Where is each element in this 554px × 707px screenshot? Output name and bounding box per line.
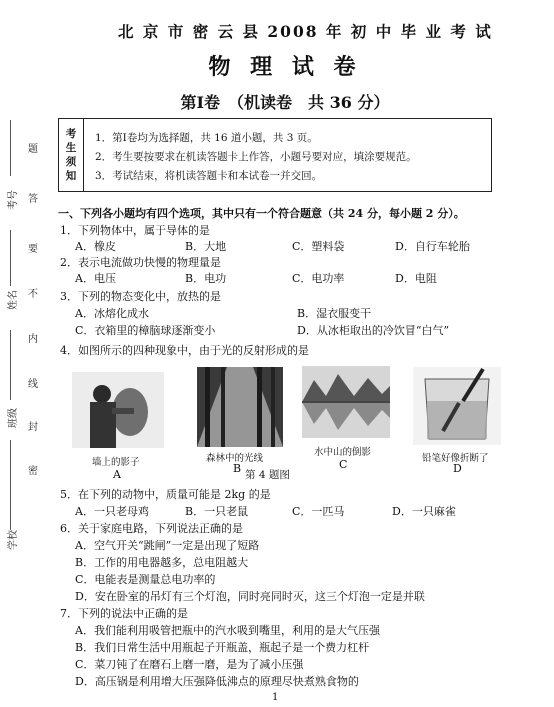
figure-caption: 铅笔好像折断了 xyxy=(422,453,489,464)
figure-caption: 森林中的光线 xyxy=(206,453,264,464)
name-line xyxy=(10,230,11,286)
option: D．从冰柜取出的冷饮冒“白气” xyxy=(297,324,450,337)
option: D．高压锅是利用增大压强降低沸点的原理尽快煮熟食物的 xyxy=(75,675,359,688)
notice-label-text: 考生须知 xyxy=(65,128,77,182)
binding-char: 答 xyxy=(28,194,38,205)
option: B．工作的用电器越多，总电阻越大 xyxy=(75,556,249,569)
notice-box xyxy=(58,118,492,192)
question-stem: 5．在下列的动物中，质量可能是 2kg 的是 xyxy=(60,488,271,501)
figure-letter: A xyxy=(113,468,121,481)
school-label: 学校 xyxy=(8,530,19,550)
figure-d-image xyxy=(413,367,501,445)
option: B．湿衣服变干 xyxy=(297,307,372,320)
notice-item: 2．考生要按要求在机读答题卡上作答，小题号要对应，填涂要规范。 xyxy=(95,151,417,163)
page-number: 1 xyxy=(272,692,279,703)
option: B．一只老鼠 xyxy=(185,505,249,518)
binding-char: 内 xyxy=(28,334,38,345)
class-line xyxy=(10,330,11,400)
option: C．菜刀钝了在磨石上磨一磨，是为了减小压强 xyxy=(75,658,304,671)
option: D．自行车轮胎 xyxy=(395,240,470,253)
section-heading: 一、下列各小题均有四个选项，其中只有一个符合题意（共 24 分，每小题 2 分）。 xyxy=(58,207,465,220)
figure-caption: 墙上的影子 xyxy=(92,457,140,468)
question-stem: 7．下列的说法中正确的是 xyxy=(60,607,188,620)
option: D．一只麻雀 xyxy=(392,505,456,518)
binding-char: 要 xyxy=(28,244,38,255)
class-label: 班级 xyxy=(8,408,19,428)
name-label: 姓名 xyxy=(8,290,19,310)
figure-letter: B xyxy=(233,462,242,475)
notice-item: 3．考试结束，将机读答题卡和本试卷一并交回。 xyxy=(95,170,323,182)
binding-char: 封 xyxy=(28,422,38,433)
option: D．电阻 xyxy=(395,272,437,285)
question-stem: 2．表示电流做功快慢的物理量是 xyxy=(60,256,221,269)
option: A．橡皮 xyxy=(75,240,116,253)
student-id-label: 考号 xyxy=(8,190,19,210)
figure-b-image xyxy=(197,367,283,447)
question-stem: 6．关于家庭电路，下列说法正确的是 xyxy=(60,522,243,535)
question-stem: 3．下列的物态变化中，放热的是 xyxy=(60,290,221,303)
figure-letter: D xyxy=(453,462,462,475)
subject-title: 物 理 试 卷 xyxy=(208,54,362,80)
option: C．一匹马 xyxy=(292,505,345,518)
option: A．我们能利用吸管把瓶中的汽水吸到嘴里，利用的是大气压强 xyxy=(75,624,380,637)
binding-char: 密 xyxy=(28,466,38,477)
student-id-line xyxy=(10,120,11,176)
option: B．电功 xyxy=(185,272,227,285)
notice-item: 1．第Ⅰ卷均为选择题，共 16 道小题，共 3 页。 xyxy=(95,132,318,144)
figure-c-image xyxy=(302,366,390,438)
figure-a-image xyxy=(72,372,164,448)
notice-label xyxy=(59,119,84,191)
figure-letter: C xyxy=(339,458,348,471)
question-stem: 1．下列物体中，属于导体的是 xyxy=(60,224,210,237)
option: A．冰熔化成水 xyxy=(75,307,149,320)
option: C．衣箱里的樟脑球逐渐变小 xyxy=(75,324,216,337)
option: D．安在卧室的吊灯有三个灯泡，同时亮同时灭，这三个灯泡一定是并联 xyxy=(75,590,425,603)
school-line xyxy=(10,440,11,530)
figure-caption: 水中山的倒影 xyxy=(314,447,372,458)
option: C．塑料袋 xyxy=(292,240,345,253)
option: A．一只老母鸡 xyxy=(75,505,149,518)
option: C．电能表是测量总电功率的 xyxy=(75,573,216,586)
binding-char: 不 xyxy=(28,289,38,300)
option: A．电压 xyxy=(75,272,116,285)
binding-char: 线 xyxy=(28,379,38,390)
option: B．大地 xyxy=(185,240,227,253)
figure-title: 第 4 题图 xyxy=(245,469,290,481)
binding-strip xyxy=(0,110,62,690)
binding-char: 题 xyxy=(28,144,38,155)
option: C．电功率 xyxy=(292,272,345,285)
option: A．空气开关“跳闸”一定是出现了短路 xyxy=(75,539,260,552)
volume-title: 第Ⅰ卷 （机读卷 共 36 分） xyxy=(180,93,390,112)
question-stem: 4．如图所示的四种现象中，由于光的反射形成的是 xyxy=(60,344,309,357)
option: B．我们日常生活中用瓶起子开瓶盖，瓶起子是一个费力杠杆 xyxy=(75,641,370,654)
exam-title: 北 京 市 密 云 县 2008 年 初 中 毕 业 考 试 xyxy=(118,22,493,41)
